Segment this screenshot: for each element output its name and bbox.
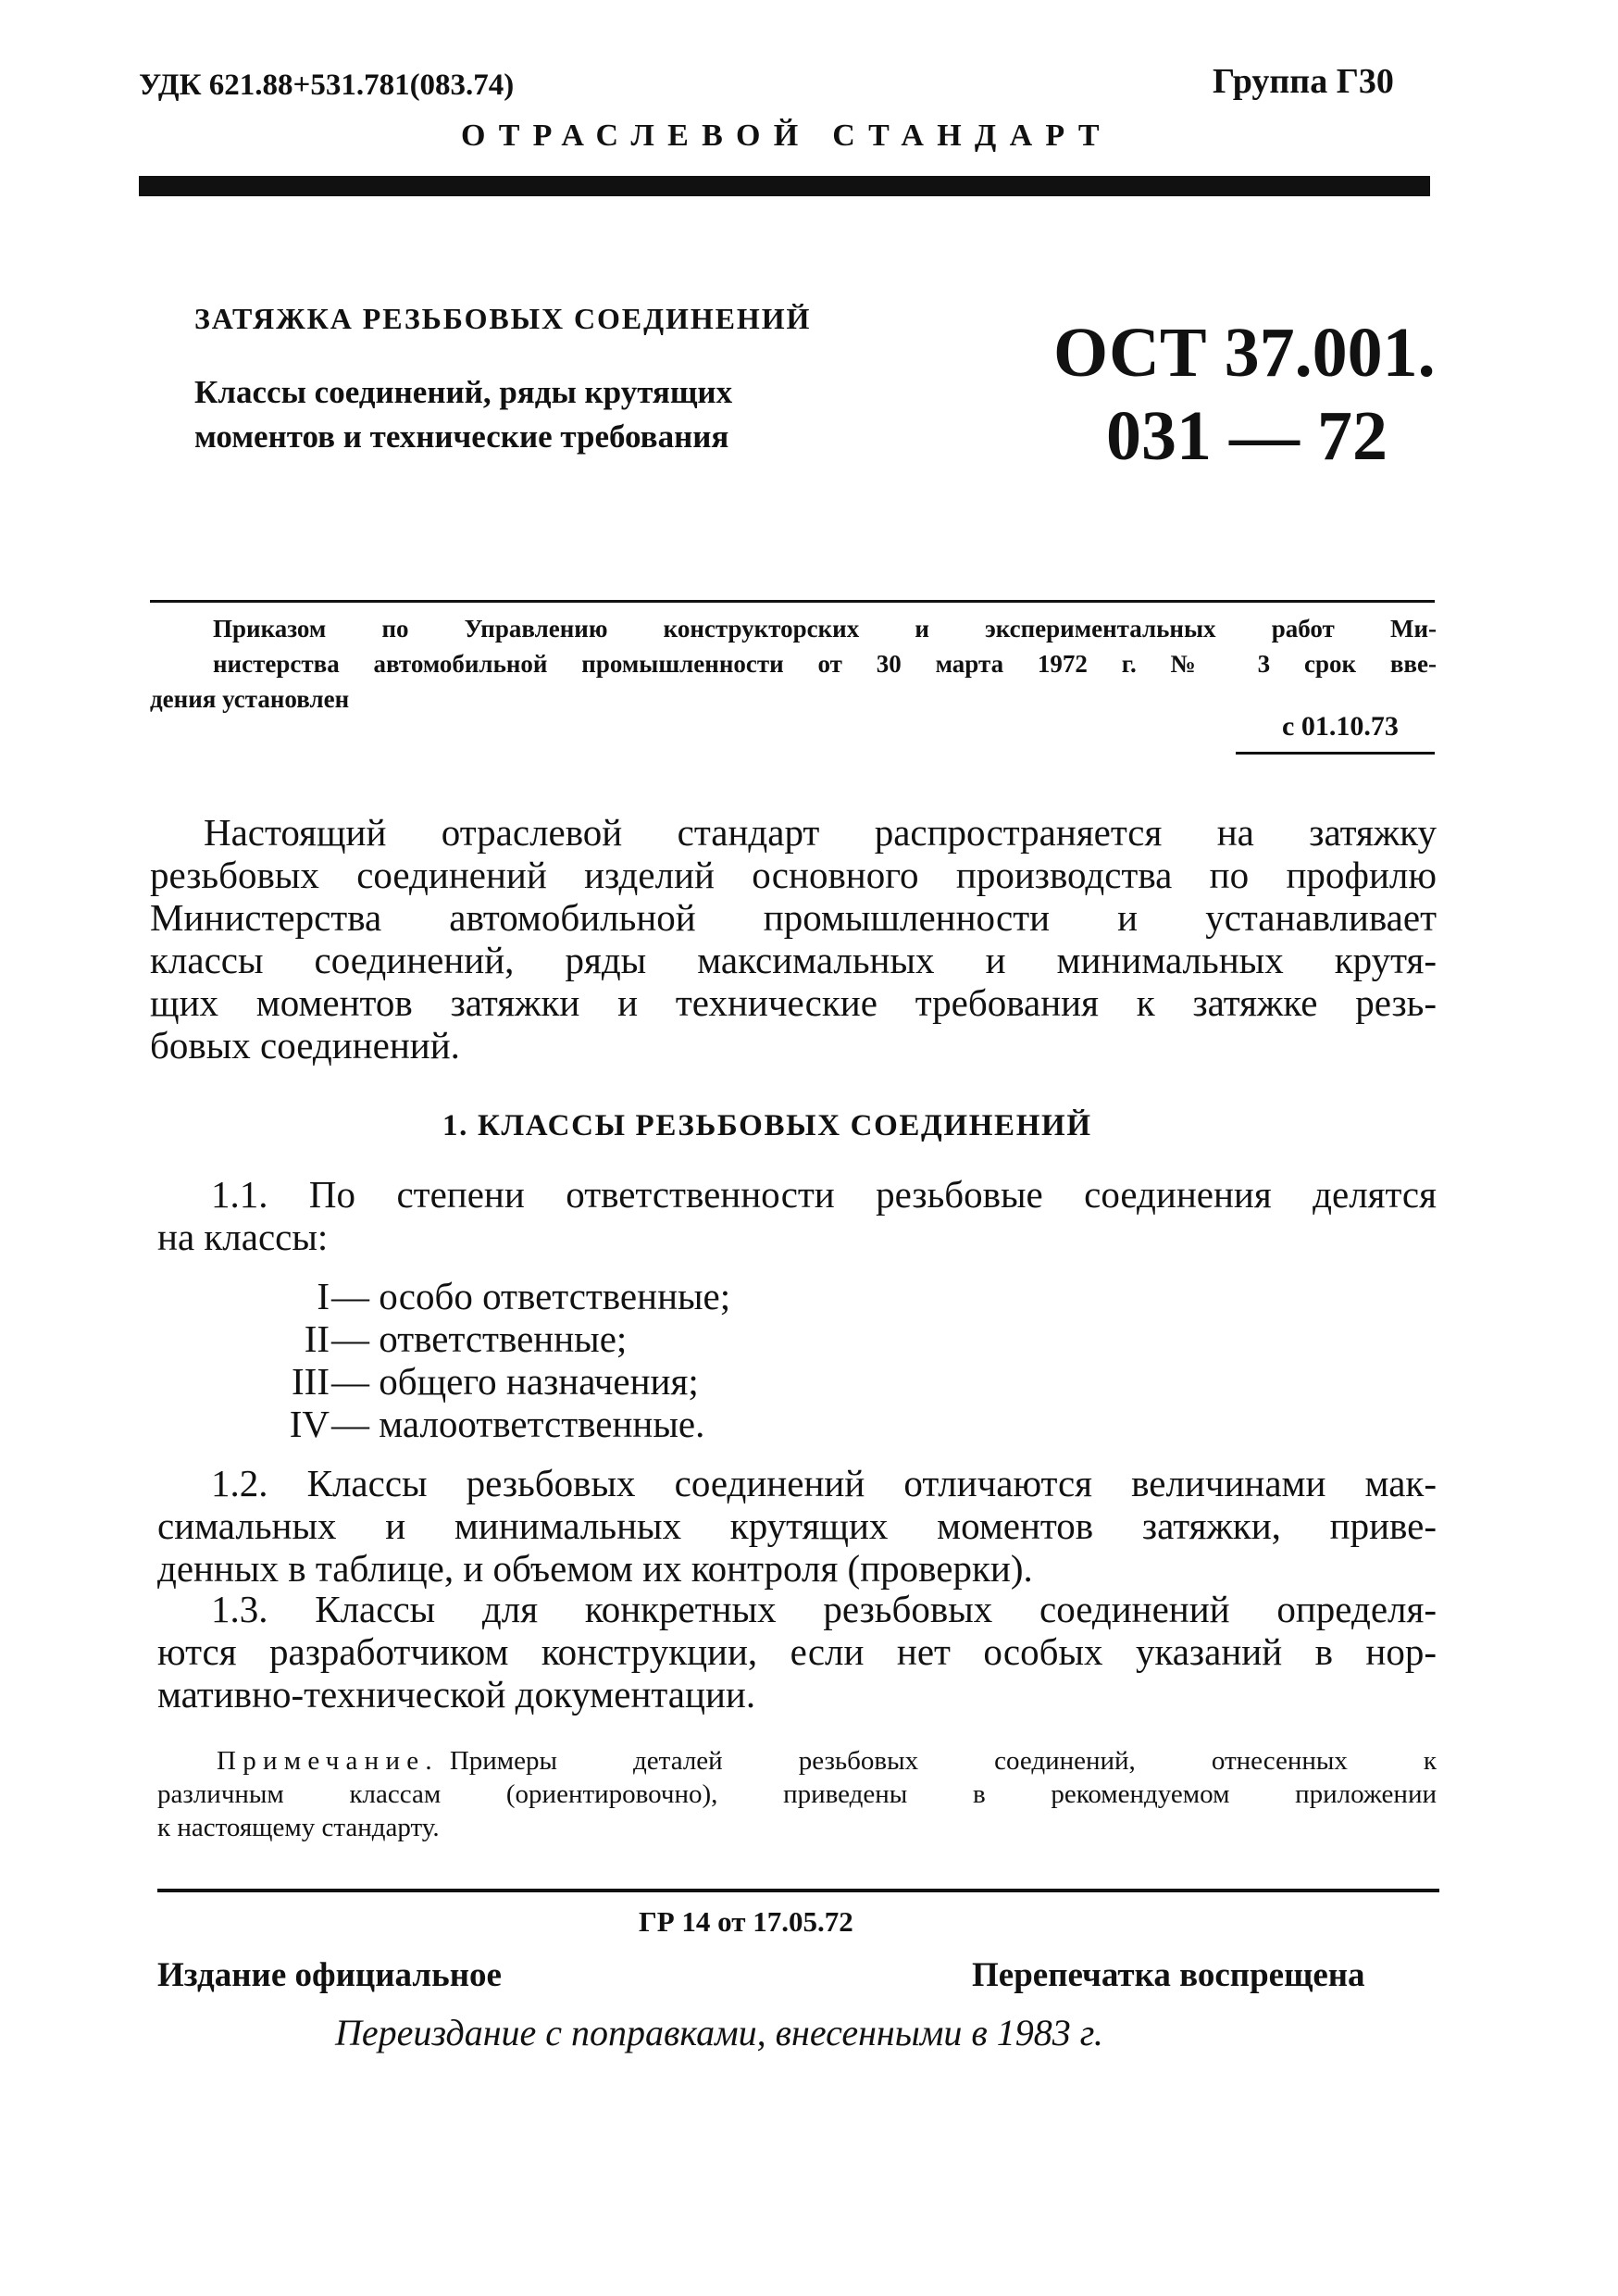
intro-line-2: резьбовых соединений изделий основного производства по профилю	[150, 854, 1437, 896]
group-label: Группа Г30	[1213, 62, 1394, 101]
effective-date: с 01.10.73	[1282, 711, 1399, 742]
class-item-num: II	[304, 1317, 330, 1360]
note-label: Примечание.	[217, 1746, 439, 1776]
gr-registration: ГР 14 от 17.05.72	[639, 1905, 853, 1938]
intro-line-5: щих моментов затяжки и технические требования к затяжке резь-	[150, 981, 1437, 1024]
document-subtitle-line-1: Классы соединений, ряды крутящих	[194, 374, 733, 410]
order-paragraph	[213, 615, 1437, 726]
clause-1-3	[157, 1587, 1437, 1716]
official-edition: Издание официальное	[157, 1956, 502, 1994]
document-title: ЗАТЯЖКА РЕЗЬБОВЫХ СОЕДИНЕНИЙ	[194, 302, 812, 335]
clause-1-1	[157, 1172, 1437, 1265]
note-line-1-row	[217, 1746, 1437, 1777]
footer-rule	[157, 1889, 1439, 1892]
header-thick-rule	[139, 176, 1430, 196]
clause-1-3-line-1: 1.3. Классы для конкретных резьбовых соединений определя-	[211, 1588, 1437, 1630]
section-heading: 1. КЛАССЫ РЕЗЬБОВЫХ СОЕДИНЕНИЙ	[442, 1109, 1092, 1142]
reprint-prohibited: Перепечатка воспрещена	[972, 1956, 1365, 1994]
clause-1-3-line-2: ются разработчиком конструкции, если нет особых указаний в нор-	[157, 1630, 1437, 1673]
class-item-text: — малоответственные.	[331, 1403, 705, 1445]
class-item-num: IV	[289, 1403, 330, 1445]
clause-1-1-line-2: на классы:	[157, 1216, 329, 1258]
document-subtitle-line-2: моментов и технические требования	[194, 418, 729, 455]
intro-line-3: Министерства автомобильной промышленности и устанавливает	[150, 896, 1437, 939]
clause-1-3-line-3: мативно-технической документации.	[157, 1673, 756, 1716]
class-item-num: III	[292, 1360, 330, 1403]
standard-code-line-2: 031 — 72	[1106, 397, 1388, 475]
class-item-text: — общего назначения;	[331, 1360, 699, 1403]
intro-line-6: бовых соединений.	[150, 1024, 460, 1067]
clause-1-2-line-1: 1.2. Классы резьбовых соединений отличаются величинами мак-	[211, 1462, 1437, 1504]
intro-line-4: классы соединений, ряды максимальных и минимальных крутя-	[150, 939, 1437, 981]
effective-date-rule	[1236, 752, 1435, 755]
order-line-1: Приказом по Управлению конструкторских и экспериментальных работ Ми-	[213, 615, 1437, 643]
clause-1-2-line-3: денных в таблице, и объемом их контроля (проверки).	[157, 1547, 1033, 1590]
order-line-3: дения установлен	[150, 685, 350, 713]
note-block	[157, 1746, 1437, 1848]
intro-line-1: Настоящий отраслевой стандарт распространяется на затяжку	[204, 811, 1437, 854]
clause-1-2-line-2: симальных и минимальных крутящих моментов затяжки, приве-	[157, 1504, 1437, 1547]
clause-1-1-line-1: 1.1. По степени ответственности резьбовые соединения делятся	[211, 1173, 1437, 1216]
reissue-note: Переиздание с поправками, внесенными в 1983 г.	[335, 2012, 1103, 2053]
order-line-2: нистерства автомобильной промышленности от 30 марта 1972 г. № 3 срок вве-	[213, 650, 1437, 678]
udk-code: УДК 621.88+531.781(083.74)	[139, 69, 515, 102]
class-item-text: — особо ответственные;	[331, 1275, 731, 1317]
note-line-3: к настоящему стандарту.	[157, 1813, 440, 1842]
note-line-2: различным классам (ориентировочно), приведены в рекомендуемом приложении	[157, 1779, 1437, 1809]
order-top-rule	[150, 600, 1435, 603]
class-item-num: I	[317, 1275, 330, 1317]
standard-code-line-1: ОСТ 37.001.	[1053, 314, 1436, 392]
intro-paragraph	[150, 810, 1437, 1079]
clause-1-2	[157, 1461, 1437, 1591]
note-line-1: Примеры деталей резьбовых соединений, отнесенных к	[449, 1746, 1437, 1776]
class-item-text: — ответственные;	[331, 1317, 628, 1360]
standard-type: ОТРАСЛЕВОЙ СТАНДАРТ	[461, 119, 1113, 153]
